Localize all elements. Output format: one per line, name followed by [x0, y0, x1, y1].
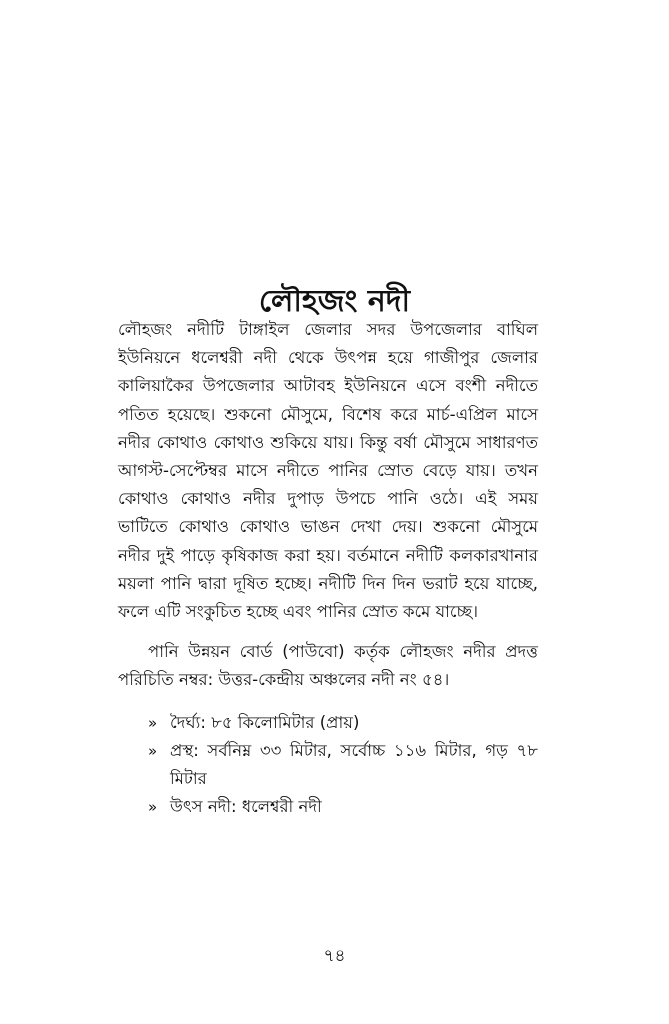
bullet-marker-icon: »: [148, 798, 158, 817]
fact-text: প্রস্থ: সর্বনিম্ন ৩৩ মিটার, সর্বোচ্চ ১১৬ মিটার, গড় ৭৮ মিটার: [170, 740, 538, 789]
fact-length: [148, 709, 538, 737]
bullet-marker-icon: »: [148, 713, 158, 732]
fact-text: উৎস নদী: ধলেশ্বরী নদী: [170, 797, 322, 817]
page-number: ৭৪: [323, 946, 346, 966]
fact-source-river: [148, 793, 538, 821]
chapter-body: [118, 316, 538, 821]
fact-width: [148, 737, 538, 793]
identification-paragraph: পানি উন্নয়ন বোর্ড (পাউবো) কর্তৃক লৌহজং নদীর প্রদত্ত পরিচিতি নম্বর: উত্তর-কেন্দ্রীয় অঞ্চলের নদী নং ৫৪।: [118, 642, 538, 690]
fact-text: দৈর্ঘ্য: ৮৫ কিলোমিটার (প্রায়): [170, 712, 360, 732]
description-paragraph: লৌহজং নদীটি টাঙ্গাইল জেলার সদর উপজেলার বাঘিল ইউনিয়নে ধলেশ্বরী নদী থেকে উৎপন্ন হয়ে গাজীপুর জেলার কালিয়াকৈর উপজেলার আটাবহ ইউনিয়নে এসে বংশী নদীতে পতিত হয়েছে। শুকনো মৌসুমে, বিশেষ করে মার্চ-এপ্রিল মাসে নদীর কোথাও কোথাও শুকিয়ে যায়। কিন্তু বর্ষা মৌসুমে সাধারণত আগস্ট-সেপ্টেম্বর মাসে নদীতে পানির স্রোত বেড়ে যায়। তখন কোথাও কোথাও নদীর দুপাড় উপচে পানি ওঠে। এই সময় ভাটিতে কোথাও কোথাও ভাঙন দেখা দেয়। শুকনো মৌসুমে নদীর দুই পাড়ে কৃষিকাজ করা হয়। বর্তমানে নদীটি কলকারখানার ময়লা পানি দ্বারা দূষিত হচ্ছে। নদীটি দিন দিন ভরাট হয়ে যাচ্ছে, ফলে এটি সংকুচিত হচ্ছে এবং পানির স্রোত কমে যাচ্ছে।: [118, 320, 538, 622]
river-facts-list: [118, 709, 538, 822]
bullet-marker-icon: »: [148, 741, 158, 760]
chapter-title: লৌহজং নদী: [258, 284, 411, 320]
